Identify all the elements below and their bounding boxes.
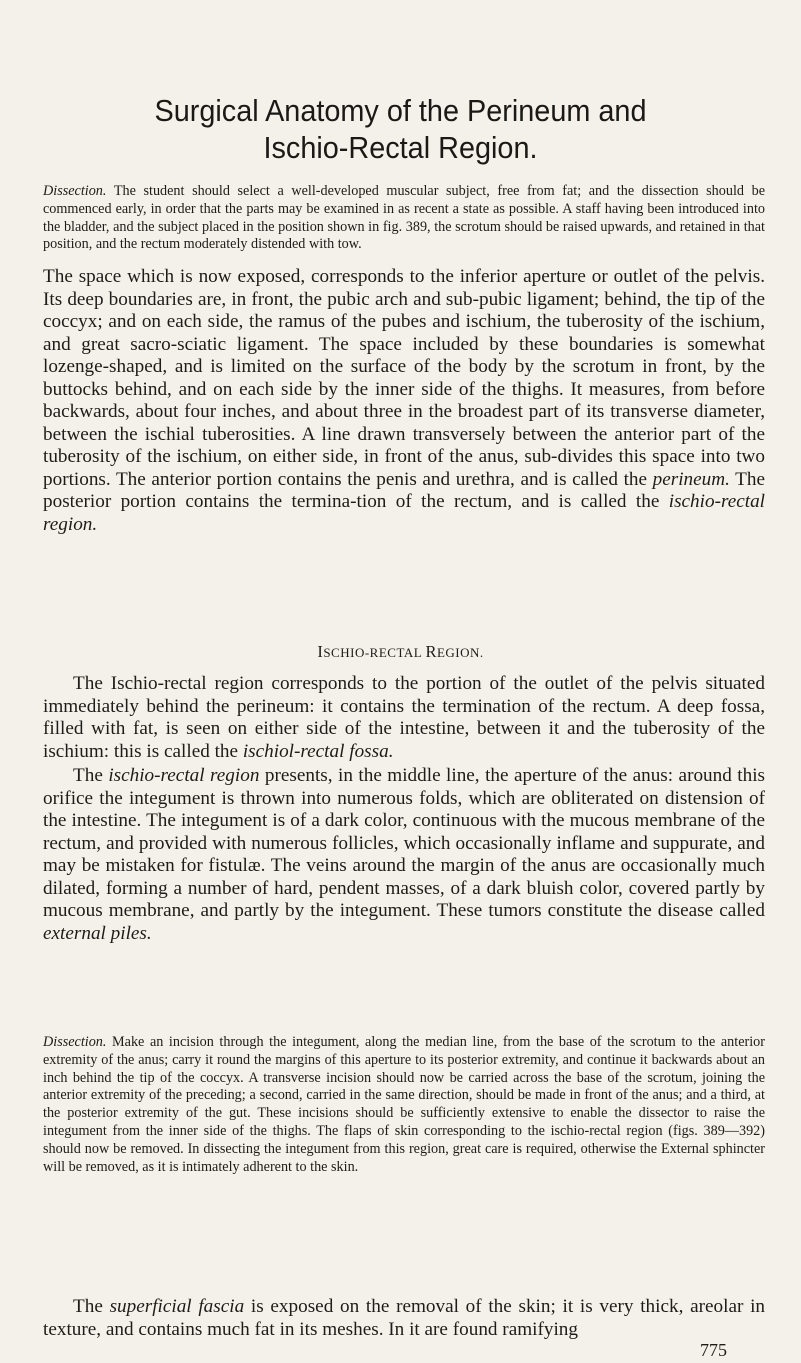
paragraph-outlet-of-pelvis xyxy=(43,266,765,536)
term-ischio-rectal-region: ischio-rectal region. xyxy=(43,491,765,535)
dissection-note-2 xyxy=(43,1034,765,1176)
paragraph-text: The Ischio-rectal region corresponds to the portion of the outlet of the pelvis situated immediately behind the perineum: it contains the termination of the rectum. A deep fossa, filled with fat, is seen on either side of the intestine, between it and the tuberosity of the ischium: this is called the xyxy=(43,673,765,762)
page-title xyxy=(28,92,773,166)
dissection-text: The student should select a well-developed muscular subject, free from fat; and the dissection should be commenced early, in order that the parts may be examined in as recent a state as possible. A staff having been introduced into the bladder, and the subject placed in the position shown in fig. 389, the scrotum should be raised upwards, and retained in that position, and the rectum moderately distended with tow. xyxy=(43,183,765,253)
term-ischiorectal-fossa: ischiol-rectal fossa. xyxy=(242,740,394,762)
term-superficial-fascia: superficial fascia xyxy=(109,1296,245,1317)
section-heading: ISCHIO-RECTAL REGION. xyxy=(317,642,484,661)
paragraph-ischio-rectal-region xyxy=(43,673,765,763)
paragraph-superficial-fascia: The superficial fascia is exposed on the removal of the skin; it is very thick, areolar in texture, and contains much fat in its meshes. In it are found ramifying xyxy=(43,1296,765,1340)
paragraph-anus: The ischio-rectal region presents, in the middle line, the aperture of the anus: around this orifice the integument is thrown into numerous folds, which are obliterated on distension of the intestine. The integument is of a dark color, continuous with the mucous membrane of the rectum, and provided with numerous follicles, which occasionally inflame and suppurate, and may be mistaken for fistulæ. The veins around the margin of the anus are occasionally much dilated, forming a number of hard, pendent masses, of a dark bluish color, covered partly by mucous membrane, and partly by the integument. These tumors constitute the disease called external piles. xyxy=(43,765,766,944)
paragraph-text: The posterior portion contains the termina-tion of the rectum, and is called the xyxy=(43,468,765,512)
dissection-note-1 xyxy=(43,183,765,254)
title-line-1: Surgical Anatomy of the Perineum and xyxy=(154,93,647,128)
dissection-lead: Dissection. xyxy=(43,1034,107,1050)
term-ischio-rectal-region: ischio-rectal region xyxy=(108,765,260,786)
term-perineum: perineum. xyxy=(652,468,730,490)
term-external-piles: external piles. xyxy=(43,922,152,944)
paragraph-text: The space which is now exposed, corresponds to the inferior aperture or outlet of the pelvis. Its deep boundaries are, in front, the pubic arch and sub-pubic ligament; behind, the tip of the coccyx; and on each side, the ramus of the pubes and ischium, the tuberosity of the ischium, and great sacro-sciatic ligament. The space included by these boundaries is somewhat lozenge-shaped, and is limited on the surface of the body by the scrotum in front, by the buttocks behind, and on each side by the inner side of the thighs. It measures, from before backwards, about four inches, and about three in the broadest part of its transverse diameter, between the ischial tuberosities. A line drawn transversely between the anterior part of the tuberosity of the ischium, on either side, in front of the anus, sub-divides this space into two portions. The anterior portion contains the penis and urethra, and is called the xyxy=(43,266,765,490)
title-line-2: Ischio-Rectal Region. xyxy=(263,130,538,165)
dissection-text: Make an incision through the integument, along the median line, from the base of the scrotum to the anterior extremity of the anus; carry it round the margins of this aperture to its posterior extremity, and continue it backwards about an inch behind the tip of the coccyx. A transverse incision should now be carried across the base of the scrotum, joining the anterior extremity of the preceding; a second, carried in the same direction, should be made in front of the anus; and a third, at the posterior extremity of the gut. These incisions should be sufficiently extensive to enable the dissector to raise the integument from the inner side of the thighs. The flaps of skin corresponding to the ischio-rectal region (figs. 389—392) should now be removed. In dissecting the integument from this region, great care is required, otherwise the External sphincter will be removed, as it is intimately adherent to the skin. xyxy=(43,1034,766,1175)
paragraph-text: presents, in the middle line, the aperture of the anus: around this orifice the integument is thrown into numerous folds, which are obliterated on distension of the intestine. The integument is of a dark color, continuous with the mucous membrane of the rectum, and provided with numerous follicles, which occasionally inflame and suppurate, and may be mistaken for fistulæ. The veins around the margin of the anus are occasionally much dilated, forming a number of hard, pendent masses, of a dark bluish color, covered partly by mucous membrane, and partly by the integument. These tumors constitute the disease called xyxy=(43,765,766,921)
dissection-lead: Dissection. xyxy=(43,183,107,199)
paragraph-text: is exposed on the removal of the skin; it is very thick, areolar in texture, and contains much fat in its meshes. In it are found ramifying xyxy=(43,1296,765,1340)
page-number: 775 xyxy=(700,1340,727,1360)
